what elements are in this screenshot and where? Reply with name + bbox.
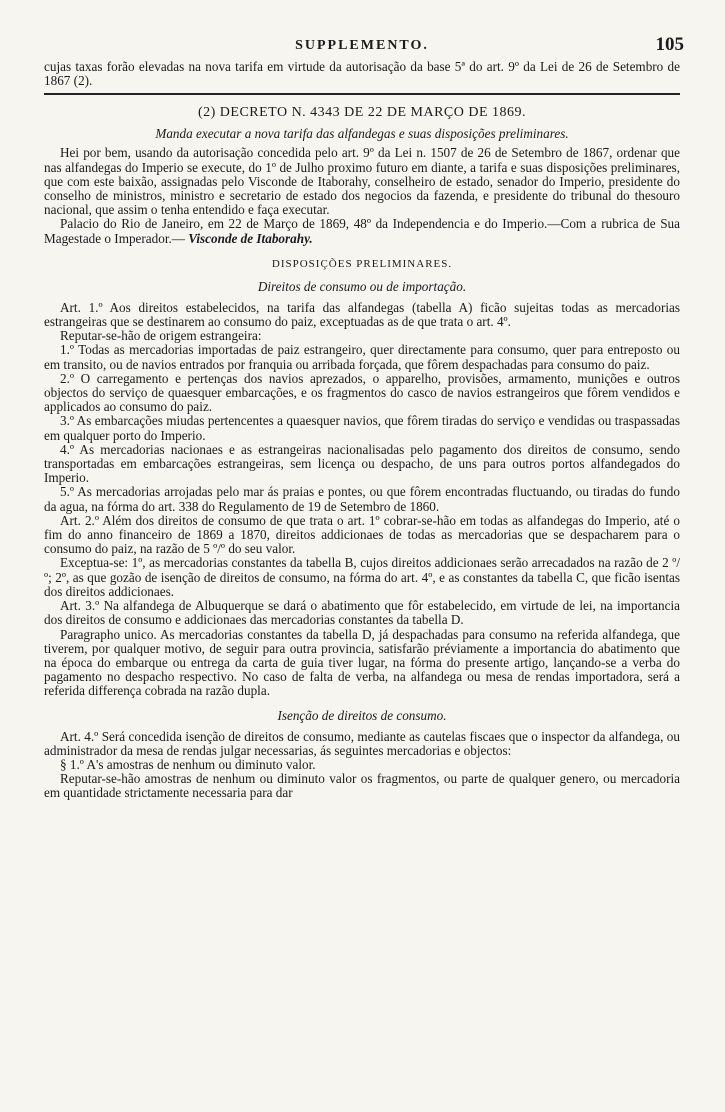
article-paragraph: Reputar-se-hão amostras de nenhum ou diminuto valor os fragmentos, ou parte de qualquer genero, ou mercadoria em quantidade strictamente necessaria para dar [44, 771, 680, 801]
decree-title: (2) DECRETO N. 4343 DE 22 DE MARÇO DE 1869. [197, 105, 527, 121]
section-heading-preliminary: DISPOSIÇÕES PRELIMINARES. [271, 257, 453, 270]
article-paragraph: 3.º As embarcações miudas pertencentes a quaesquer navios, que fôrem tiradas do serviço e vendidas ou traspassadas em qualquer porto do Imperio. [44, 413, 680, 443]
article-paragraph: Reputar-se-hão de origem estrangeira: [60, 328, 262, 344]
section-heading-exemption: Isenção de direitos de consumo. [277, 707, 447, 723]
decree-subtitle: Manda executar a nova tarifa das alfandegas e suas disposições preliminares. [155, 126, 569, 142]
decree-closing [44, 217, 680, 245]
section-heading-consumption: Direitos de consumo ou de importação. [257, 278, 467, 294]
article-paragraph: Exceptua-se: 1º, as mercadorias constantes da tabella B, cujos direitos addicionaes serão arrecadados na razão de 2 º/º; 2º, as que gozão de isenção de direitos de consumo, na fórma do art. 4º, e as constantes da tabella C, que ficão isentas dos direitos addicionaes. [44, 555, 680, 599]
article-paragraph: Art. 2.º Além dos direitos de consumo de que trata o art. 1º cobrar-se-hão em todas as alfandegas do Imperio, até o fim do anno financeiro de 1869 a 1870, direitos addicionaes de todas as mercadorias que se despacharem para o consumo do paiz, na razão de 5 º/º do seu valor. [44, 512, 680, 557]
article-paragraph: 5.º As mercadorias arrojadas pelo mar ás praias e pontes, ou que fôrem encontradas fluctuando, ou tiradas do fundo da agua, na fórma do art. 338 do Regulamento de 19 de Setembro de 1860. [44, 484, 680, 514]
page-number: 105 [655, 34, 684, 55]
article-paragraph: 2.º O carregamento e pertenças dos navios aprezados, o apparelho, provisões, armamento, munições e outros objectos do serviço de quaesquer embarcações, e os fragmentos do casco de navios estrangeiros que fôrem vendidos e applicados ao consumo do paiz. [44, 370, 680, 415]
article-paragraph: Art. 1.º Aos direitos estabelecidos, na tarifa das alfandegas (tabella A) ficão sujeitas todas as mercadorias estrangeiras que se destinarem ao consumo do paiz, exceptuadas as de que trata o art. 4º. [44, 299, 680, 330]
article-paragraph: Art. 4.º Será concedida isenção de direitos de consumo, mediante as cautelas fiscaes que o inspector da alfandega, ou administrador da mesa de rendas julgar necessarias, ás seguintes mercadorias e objectos: [44, 728, 680, 758]
article-paragraph: Art. 3.º Na alfandega de Albuquerque se dará o abatimento que fôr estabelecido, em virtude de lei, na importancia dos direitos de consumo e addicionaes das mercadorias constantes da tabella D. [44, 598, 680, 628]
article-paragraph: Paragrapho unico. As mercadorias constantes da tabella D, já despachadas para consumo na referida alfandega, que tiverem, por qualquer motivo, de seguir para outra provincia, satisfarão préviamente a importancia do abatimento que na época do embarque ou entrega da carta de guia tiver lugar, na fórma do presente artigo, lançando-se a verba do pagamento no despacho respectivo. No caso de falta de verba, na alfandega ou mesa de rendas importadora, será a referida differença cobrada na razão dupla. [44, 626, 680, 699]
decree-paragraph: Hei por bem, usando da autorisação concedida pelo art. 9º da Lei n. 1507 de 26 de Setembro de 1867, ordenar que nas alfandegas do Imperio se execute, do 1º de Julho proximo futuro em diante, a tarifa e suas disposições preliminares, que com este baixão, assignadas pelo Visconde de Itaborahy, conselheiro de estado, senador do Imperio, presidente do conselho de ministros, ministro e secretario de estado dos negocios da fazenda, e presidente do tribunal do thesouro nacional, que assim o tenha entendido e faça executar. [44, 145, 680, 218]
document-page [44, 34, 684, 801]
intro-text: cujas taxas forão elevadas na nova tarifa em virtude da autorisação da base 5ª do art. 9º da Lei de 26 de Setembro de 1867 (2). [44, 59, 680, 89]
running-title: SUPPLEMENTO. [295, 38, 429, 53]
article-paragraph: 4.º As mercadorias nacionaes e as estrangeiras nacionalisadas pelo pagamento dos direitos de consumo, sendo transportadas em embarcações estrangeiras, sem licença ou despacho, de uns para outros portos alfandegados do Imperio. [44, 441, 680, 486]
signature: Visconde de Itaborahy. [188, 230, 313, 246]
page-header [44, 34, 684, 60]
divider [44, 93, 680, 95]
article-paragraph: § 1.º A's amostras de nenhum ou diminuto valor. [60, 756, 316, 772]
decree-closing-text: Palacio do Rio de Janeiro, em 22 de Março de 1869, 48º da Independencia e do Imperio.—Com a rubrica de Sua Magestade o Imperador.— [44, 216, 680, 246]
article-paragraph: 1.º Todas as mercadorias importadas de paiz estrangeiro, quer directamente para consumo, quer para entreposto ou em transito, ou de navios entrados por franquia ou arribada forçada, que fôrem despachadas para consumo do paiz. [44, 342, 680, 372]
